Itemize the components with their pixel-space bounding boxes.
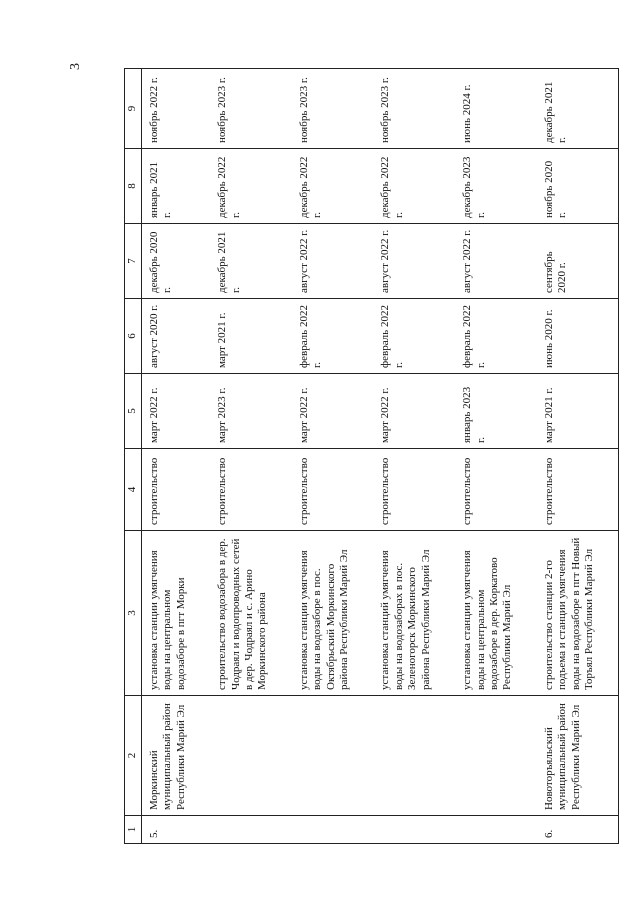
column-header: 9 [125, 69, 142, 149]
date-cell: январь 2021 г. [142, 149, 211, 224]
column-header: 1 [125, 816, 142, 844]
header-row [125, 69, 142, 844]
date-cell: февраль 2022 г. [373, 299, 455, 374]
date-cell: август 2022 г. [373, 224, 455, 299]
row-number: 5. [142, 816, 211, 844]
work-type-cell: строительство [455, 449, 537, 531]
date-cell: ноябрь 2020 г. [537, 149, 619, 224]
date-cell: декабрь 2020 г. [142, 224, 211, 299]
date-cell: март 2021 г. [210, 299, 292, 374]
date-cell: февраль 2022 г. [455, 299, 537, 374]
date-cell: ноябрь 2023 г. [210, 69, 292, 149]
row-number [373, 816, 455, 844]
object-cell: установка станций умягчения воды на водозаборах в пос. Зеленогорск Моркинского района Республики Марий Эл [373, 531, 455, 696]
date-cell: март 2023 г. [210, 374, 292, 449]
date-cell: декабрь 2022 г. [210, 149, 292, 224]
date-cell: июнь 2024 г. [455, 69, 537, 149]
work-type-cell: строительство [142, 449, 211, 531]
table-row [142, 69, 211, 844]
work-type-cell: строительство [210, 449, 292, 531]
date-cell: ноябрь 2023 г. [292, 69, 374, 149]
date-cell: июнь 2020 г. [537, 299, 619, 374]
rotated-table-container [124, 69, 595, 844]
column-header: 2 [125, 696, 142, 816]
date-cell: декабрь 2023 г. [455, 149, 537, 224]
date-cell: ноябрь 2022 г. [142, 69, 211, 149]
column-header: 4 [125, 449, 142, 531]
table-row [537, 69, 619, 844]
page-number: 3 [68, 63, 83, 70]
column-header: 8 [125, 149, 142, 224]
object-cell: установка станции умягчения воды на центральном водозаборе в пгт Морки [142, 531, 211, 696]
row-number [455, 816, 537, 844]
row-number [210, 816, 292, 844]
work-type-cell: строительство [537, 449, 619, 531]
object-cell: строительство станции 2-го подъема и станции умягчения воды на водозаборе в пгт Новый Торъял Республики Марий Эл [537, 531, 619, 696]
column-header: 3 [125, 531, 142, 696]
date-cell: декабрь 2022 г. [373, 149, 455, 224]
district-cell [210, 696, 292, 816]
schedule-table [124, 68, 619, 844]
table-row [373, 69, 455, 844]
table-row [292, 69, 374, 844]
date-cell: февраль 2022 г. [292, 299, 374, 374]
object-cell: строительство водозабора в дер. Чодраял и водопроводных сетей в дер. Чодраял и с. Арино Моркинского района [210, 531, 292, 696]
district-cell [373, 696, 455, 816]
district-cell [292, 696, 374, 816]
date-cell: декабрь 2021 г. [210, 224, 292, 299]
date-cell: март 2022 г. [292, 374, 374, 449]
date-cell: декабрь 2021 г. [537, 69, 619, 149]
column-header: 5 [125, 374, 142, 449]
object-cell: установка станции умягчения воды на водозаборе в пос. Октябрьский Моркинского района Республики Марий Эл [292, 531, 374, 696]
date-cell: сентябрь 2020 г. [537, 224, 619, 299]
district-cell: Моркинский муниципальный район Республики Марий Эл [142, 696, 211, 816]
district-cell: Новоторъяльский муниципальный район Республики Марий Эл [537, 696, 619, 816]
object-cell: установка станции умягчения воды на центральном водозаборе в дер. Коркатово Республики Марий Эл [455, 531, 537, 696]
date-cell: март 2022 г. [142, 374, 211, 449]
date-cell: август 2022 г. [455, 224, 537, 299]
date-cell: декабрь 2022 г. [292, 149, 374, 224]
column-header: 6 [125, 299, 142, 374]
district-cell [455, 696, 537, 816]
date-cell: март 2021 г. [537, 374, 619, 449]
row-number [292, 816, 374, 844]
date-cell: август 2020 г. [142, 299, 211, 374]
table-row [455, 69, 537, 844]
work-type-cell: строительство [292, 449, 374, 531]
date-cell: ноябрь 2023 г. [373, 69, 455, 149]
column-header: 7 [125, 224, 142, 299]
work-type-cell: строительство [373, 449, 455, 531]
date-cell: август 2022 г. [292, 224, 374, 299]
date-cell: январь 2023 г. [455, 374, 537, 449]
date-cell: март 2022 г. [373, 374, 455, 449]
row-number: 6. [537, 816, 619, 844]
table-row [210, 69, 292, 844]
